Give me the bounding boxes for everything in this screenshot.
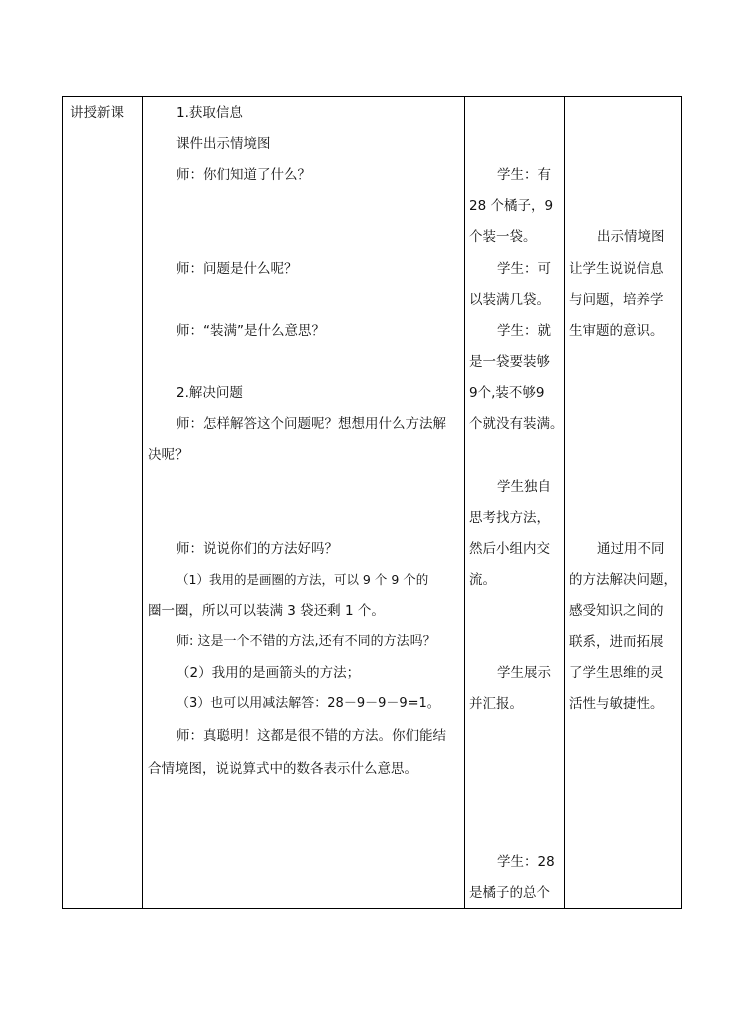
intent-line: 的方法解决问题， [569, 572, 677, 588]
column-divider [142, 97, 143, 908]
teacher-line: 师：你们知道了什么？ [176, 167, 311, 183]
lesson-plan-table [62, 96, 682, 909]
section-label: 讲授新课 [70, 105, 124, 121]
student-line: 然后小组内交 [469, 541, 550, 557]
column-divider [464, 97, 465, 908]
intent-line: 与问题，培养学 [569, 292, 664, 308]
intent-line: 通过用不同 [597, 541, 665, 557]
intent-line: 活性与敏捷性。 [569, 696, 664, 712]
column-divider [564, 97, 565, 908]
student-line: 学生：可 [497, 261, 551, 277]
teacher-line: 师：怎样解答这个问题呢？想想用什么方法解 [176, 416, 446, 432]
teacher-line: 2.解决问题 [176, 385, 243, 401]
intent-line: 出示情境图 [597, 229, 665, 245]
teacher-line: 课件出示情境图 [176, 136, 271, 152]
student-line: 学生：就 [497, 323, 551, 339]
student-line: 学生：28 [497, 854, 555, 870]
student-line: 并汇报。 [469, 696, 523, 712]
teacher-line: 合情境图，说说算式中的数各表示什么意思。 [148, 761, 418, 777]
teacher-line: 师: 这是一个不错的方法,还有不同的方法吗？ [176, 634, 436, 649]
teacher-line: （2）我用的是画箭头的方法； [176, 665, 361, 681]
student-line: 个装一袋。 [469, 229, 537, 245]
intent-line: 感受知识之间的 [569, 603, 664, 619]
student-line: 9个,装不够9 [469, 385, 545, 401]
teacher-line: 师：“装满”是什么意思？ [176, 323, 325, 339]
student-line: 思考找方法， [469, 510, 550, 526]
student-line: 以装满几袋。 [469, 292, 550, 308]
student-line: 学生展示 [497, 665, 551, 681]
student-line: 流。 [469, 572, 496, 588]
student-line: 学生：有 [497, 167, 551, 183]
teacher-line: 师：说说你们的方法好吗？ [176, 541, 338, 557]
teacher-line: 1.获取信息 [176, 105, 243, 121]
intent-line: 联系，进而拓展 [569, 634, 664, 650]
teacher-line: （3）也可以用减法解答：28－9－9－9=1。 [176, 696, 440, 711]
intent-line: 让学生说说信息 [569, 261, 664, 277]
student-line: 是一袋要装够 [469, 354, 550, 370]
teacher-line: 师：问题是什么呢？ [176, 261, 298, 277]
teacher-line: 决呢？ [148, 447, 189, 463]
student-line: 28 个橘子，9 [469, 198, 554, 214]
student-line: 个就没有装满。 [469, 416, 564, 432]
intent-line: 生审题的意识。 [569, 323, 664, 339]
intent-line: 了学生思维的灵 [569, 665, 664, 681]
student-line: 是橘子的总个 [469, 885, 550, 901]
student-line: 学生独自 [497, 479, 551, 495]
teacher-line: （1）我用的是画圈的方法，可以 9 个 9 个的 [176, 572, 429, 587]
teacher-line: 师：真聪明！这都是很不错的方法。你们能结 [176, 728, 446, 744]
teacher-line: 圈一圈，所以可以装满 3 袋还剩 1 个。 [148, 603, 385, 619]
